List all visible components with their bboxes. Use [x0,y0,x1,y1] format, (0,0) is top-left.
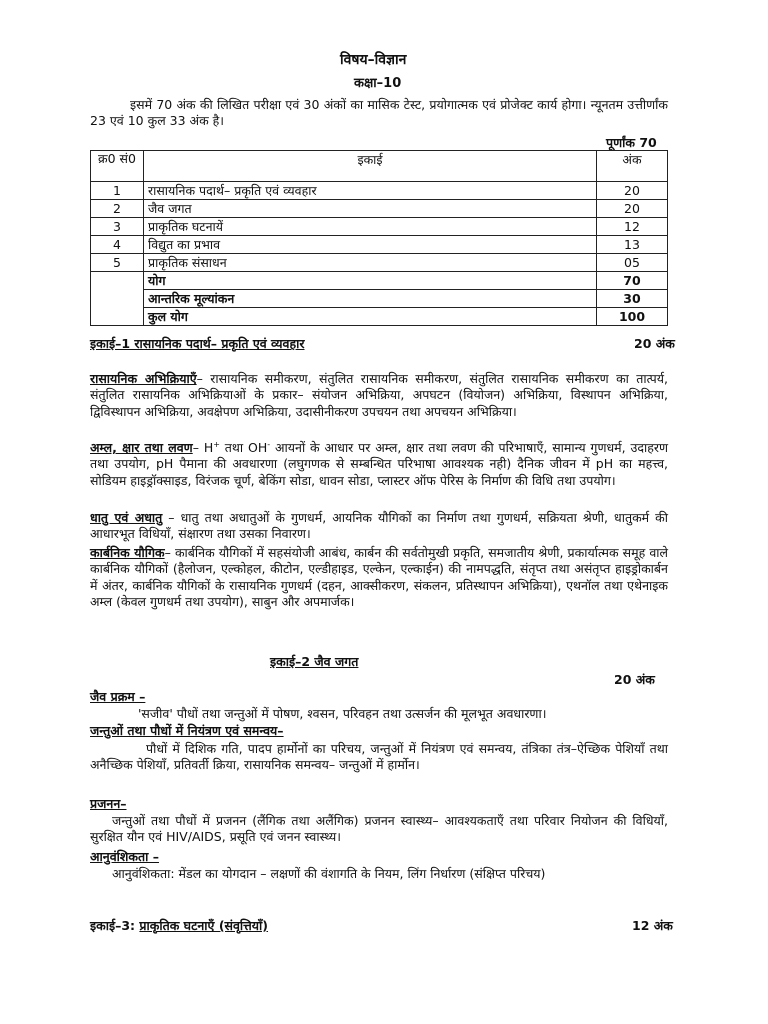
marks-table [90,150,668,326]
unit3-title: प्राकृतिक घटनाएँ (संवृत्तियाँ) [139,918,269,933]
metals-label: धातु एवं अधातु [90,510,163,525]
grand-total-value: 100 [597,308,668,326]
row-sno: 4 [91,236,144,254]
reproduction-text: जन्तुओं तथा पौधों में प्रजनन (लैंगिक तथा अलैंगिक) प्रजनन स्वास्थ्य– आवश्यकताएँ तथा परिवार नियोजन की विधियाँ, सुरक्षित यौन एवं HIV/AIDS, प्रसूति एवं जनन स्वास्थ्य। [90,813,668,845]
empty-cell [91,272,144,326]
row-unit: रासायनिक पदार्थ– प्रकृति एवं व्यवहार [144,182,597,200]
row-unit: प्राकृतिक घटनायें [144,218,597,236]
life-processes-label: जैव प्रक्रम – [90,689,146,704]
total-row [91,272,668,290]
unit3-prefix: इकाई–3: [90,918,140,933]
unit1-organic-paragraph [90,545,668,610]
full-marks-label: पूर्णांक 70 [606,135,657,150]
table-row [91,236,668,254]
row-sno: 5 [91,254,144,272]
reproduction-label: प्रजनन– [90,796,127,811]
row-marks: 20 [597,182,668,200]
subject-title: विषय–विज्ञान [340,52,407,68]
acids-label: अम्ल, क्षार तथा लवण [90,440,193,456]
col-header-marks: अंक [597,151,668,182]
plus-superscript: + [213,440,220,449]
reactions-label: रासायनिक अभिक्रियाएँ [90,371,197,386]
reactions-text: – रासायनिक समीकरण, संतुलित रासायनिक समीकरण, संतुलित रासायनिक समीकरण का तात्पर्य, संतुलित रासायनिक अभिक्रियाओं के प्रकार– संयोजन अभिक्रिया, अपघटन (वियोजन) अभिक्रिया, विस्थापन अभिक्रिया, द्विविस्थापन अभिक्रिया, अवक्षेपण अभिक्रिया, उदासीनीकरण उपचयन तथा अपचयन अभिक्रिया। [90,371,668,419]
row-unit: विद्युत का प्रभाव [144,236,597,254]
row-sno: 2 [91,200,144,218]
row-unit: प्राकृतिक संसाधन [144,254,597,272]
row-marks: 13 [597,236,668,254]
control-coordination-label: जन्तुओं तथा पौधों में नियंत्रण एवं समन्वय– [90,723,284,738]
table-row [91,218,668,236]
row-marks: 20 [597,200,668,218]
unit2-heading: इकाई–2 जैव जगत [270,654,359,669]
class-label: कक्षा–10 [354,76,402,91]
total-label: योग [144,272,597,290]
organic-label: कार्बनिक यौगिक [90,545,165,560]
row-marks: 05 [597,254,668,272]
unit2-marks: 20 अंक [614,672,655,687]
unit3-heading [90,918,268,934]
minus-superscript: - [267,440,271,449]
grand-total-label: कुल योग [144,308,597,326]
life-processes-text: 'सजीव' पौधों तथा जन्तुओं में पोषण, श्वसन, परिवहन तथा उत्सर्जन की मूलभूत अवधारणा। [138,706,547,721]
row-sno: 3 [91,218,144,236]
intro-paragraph: इसमें 70 अंक की लिखित परीक्षा एवं 30 अंकों का मासिक टेस्ट, प्रयोगात्मक एवं प्रोजेक्ट कार्य होगा। न्यूनतम उत्तीर्णांक 23 एवं 10 कुल 33 अंक है। [90,97,668,129]
table-header-row [91,151,668,182]
grand-total-row [91,308,668,326]
unit1-heading: इकाई–1 रासायनिक पदार्थ– प्रकृति एवं व्यवहार [90,336,305,351]
organic-text: – कार्बनिक यौगिकों में सहसंयोजी आबंध, कार्बन की सर्वतोमुखी प्रकृति, समजातीय श्रेणी, प्रकार्यात्मक समूह वाले कार्बनिक यौगिकों (हैलोजन, एल्कोहल, कीटोन, एल्डीहाइड, एल्केन, एल्काईन) की नामपद्धति, संतृप्त तथा असंतृप्त हाइड्रोकार्बन में अंतर, कार्बनिक यौगिकों के रासायनिक गुणधर्म (दहन, आक्सीकरण, संकलन, प्रतिस्थापन अभिक्रिया), एथनॉल तथा एथेनाइक अम्ल (केवल गुणधर्म तथा उपयोग), साबुन और अपमार्जक। [90,545,668,609]
row-unit: जैव जगत [144,200,597,218]
internal-label: आन्तरिक मूल्यांकन [144,290,597,308]
table-row [91,182,668,200]
acids-text-a: – H [192,440,214,456]
unit3-marks: 12 अंक [632,918,673,933]
internal-value: 30 [597,290,668,308]
metals-text: – धातु तथा अधातुओं के गुणधर्म, आयनिक यौगिकों का निर्माण तथा गुणधर्म, सक्रियता श्रेणी, धातुकर्म की आधारभूत विधियाँ, संक्षारण तथा उसका निवारण। [90,510,668,542]
unit1-marks: 20 अंक [634,336,675,351]
col-header-sno: क्र0 सं0 [91,151,144,182]
internal-row [91,290,668,308]
table-row [91,200,668,218]
acids-text-c: आयनों के आधार पर अम्ल, क्षार तथा लवण की परिभाषाएँ, सामान्य गुणधर्म, उदाहरण तथा उपयोग, pH पैमाना की अवधारणा (लघुगणक से सम्बन्धित परिभाषा आवश्यक नही) दैनिक जीवन में pH का महत्त्व, सोडियम हाइड्रॉक्साइड, विरंजक चूर्ण, बेकिंग सोडा, धावन सोडा, प्लास्टर ऑफ पेरिस के निर्माण की विधि तथा उपयोग। [90,440,668,488]
unit1-reactions-paragraph [90,371,668,420]
table-row [91,254,668,272]
acids-text-b: तथा OH [219,440,268,456]
unit1-acids-paragraph [90,437,668,489]
row-sno: 1 [91,182,144,200]
unit1-metals-paragraph [90,510,668,543]
heredity-label: आनुवंशिकता – [90,849,159,864]
total-value: 70 [597,272,668,290]
heredity-text: आनुवंशिकता: मेंडल का योगदान – लक्षणों की वंशागति के नियम, लिंग निर्धारण (संक्षिप्त परिचय) [112,866,546,881]
control-coordination-text: पौधों में दिशिक गति, पादप हार्मोनों का परिचय, जन्तुओं में नियंत्रण एवं समन्वय, तंत्रिका तंत्र–ऐच्छिक पेशियाँ तथा अनैच्छिक पेशियाँ, प्रतिवर्ती क्रिया, रासायनिक समन्वय– जन्तुओं में हार्मोन। [90,741,668,773]
row-marks: 12 [597,218,668,236]
col-header-unit: इकाई [144,151,597,182]
